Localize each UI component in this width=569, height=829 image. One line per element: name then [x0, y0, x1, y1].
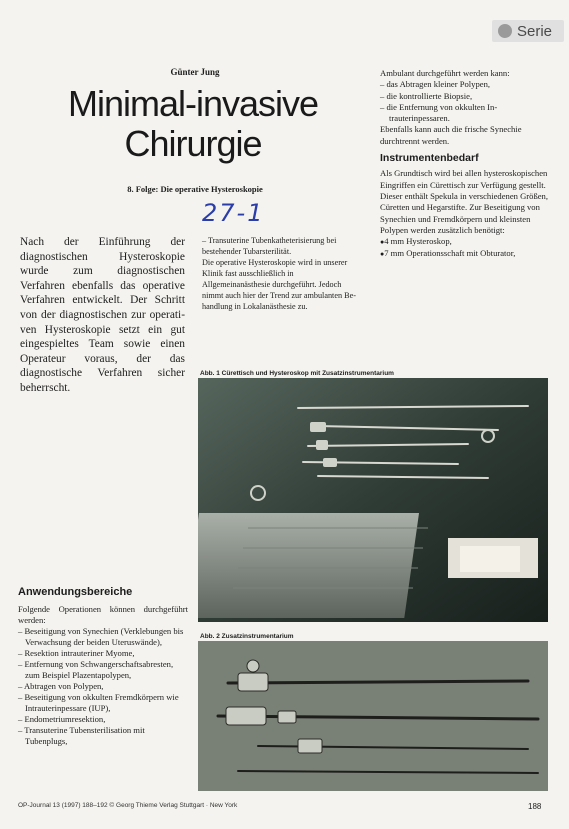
section-badge	[492, 20, 564, 42]
applications-intro: Folgende Operationen können durchgeführt werden:	[18, 604, 188, 625]
applications-heading: Anwendungsbereiche	[18, 586, 133, 598]
list-item	[380, 236, 548, 248]
circle-icon	[498, 24, 512, 38]
list-item: – Beseitigung von Synechien (Verklebungen bis Verwachsung der beiden Uteruswände),	[18, 626, 184, 647]
col2-paragraph: Die operative Hysteroskopie wird in unserer Klinik fast ausschließlich in Allgemeinanästhesie durchgeführt. Jedoch nimmt auch hier der Trend zur ambulanten Behandlung in Lokalanästhesie zu.	[202, 258, 356, 311]
list-item: – Endometriumresektion,	[18, 714, 106, 724]
applications-section	[18, 586, 188, 747]
article-title	[28, 84, 358, 164]
figure-2-photo	[198, 641, 548, 791]
journal-footer: OP-Journal 13 (1997) 188–192 © Georg Thieme Verlag Stuttgart · New York	[18, 802, 238, 809]
list-item: – Resektion intrauteriner Myome,	[18, 648, 135, 658]
lead-paragraph: Nach der Einführung der diagnostischen Hysteroskopie wurde zum diagnostischen Verfahren ebenfalls das operative Verfahren entwickelt. Der Schritt von der diagnostischen zur operativen Hysteroskopie setzt ein gut eingespieltes Team sowie einen Operateur voraus, der das diagnostische Verfahren sicher beherrscht.	[20, 236, 185, 394]
handwritten-note: 27-1	[202, 199, 265, 227]
column-2	[202, 235, 362, 312]
ambulant-list	[380, 79, 548, 124]
figure-2-caption: Abb. 2 Zusatzinstrumentarium	[200, 633, 294, 640]
list-item: – das Abtragen kleiner Polypen,	[380, 79, 491, 90]
page-number: 188	[528, 802, 542, 811]
col2-list-item: – Transuterine Tubenkatheterisierung bei bestehender Tubarsterilität.	[202, 236, 337, 256]
title-line-2: Chirurgie	[124, 123, 262, 164]
right-intro: Ambulant durchgeführt werden kann:	[380, 68, 510, 78]
bullet-text: 7 mm Operationsschaft mit Obturator,	[384, 248, 516, 259]
instrument-heading: Instrumentenbedarf	[380, 152, 479, 165]
list-item: – Beseitigung von okkulten Fremdkörpern wie Intrauterinpessare (IUP),	[18, 692, 179, 713]
list-item: – Entfernung von Schwangerschaftsabresten, zum Beispiel Plazentapolypen,	[18, 659, 174, 680]
list-item: – Abtragen von Polypen,	[18, 681, 104, 691]
series-subtitle: 8. Folge: Die operative Hysteroskopie	[127, 184, 263, 194]
list-item: – die Entfernung von okkulten Intrauterinpessaren.	[380, 101, 498, 124]
right-after-items: Ebenfalls kann auch die frische Synechie durchtrennt werden.	[380, 124, 522, 146]
title-line-1: Minimal-invasive	[67, 83, 319, 124]
bullet-text: 4 mm Hysteroskop,	[384, 236, 452, 247]
list-item: – Transuterine Tubensterilisation mit Tubenplugs,	[18, 725, 145, 746]
instrument-body: Als Grundtisch wird bei allen hysteroskopischen Eingriffen ein Cürettisch zur Verfügung gestellt. Dieser enthält Spekula in verschiedenen Größen, Cüretten und Hegarstifte. Zur Beseitigung von Synechien und Fremdkörpern und kleinsten Polypen werden zusätzlich benötigt:	[380, 168, 548, 235]
list-item: – die kontrollierte Biopsie,	[380, 90, 473, 101]
figure-1-photo	[198, 378, 548, 622]
author-name: Günter Jung	[170, 67, 220, 77]
applications-list	[18, 626, 188, 747]
list-item	[380, 248, 548, 260]
section-label: Serie	[517, 22, 553, 40]
instrument-bullets	[380, 236, 548, 261]
right-column	[380, 68, 548, 261]
figure-1-caption: Abb. 1 Cürettisch und Hysteroskop mit Zusatzinstrumentarium	[200, 370, 394, 377]
